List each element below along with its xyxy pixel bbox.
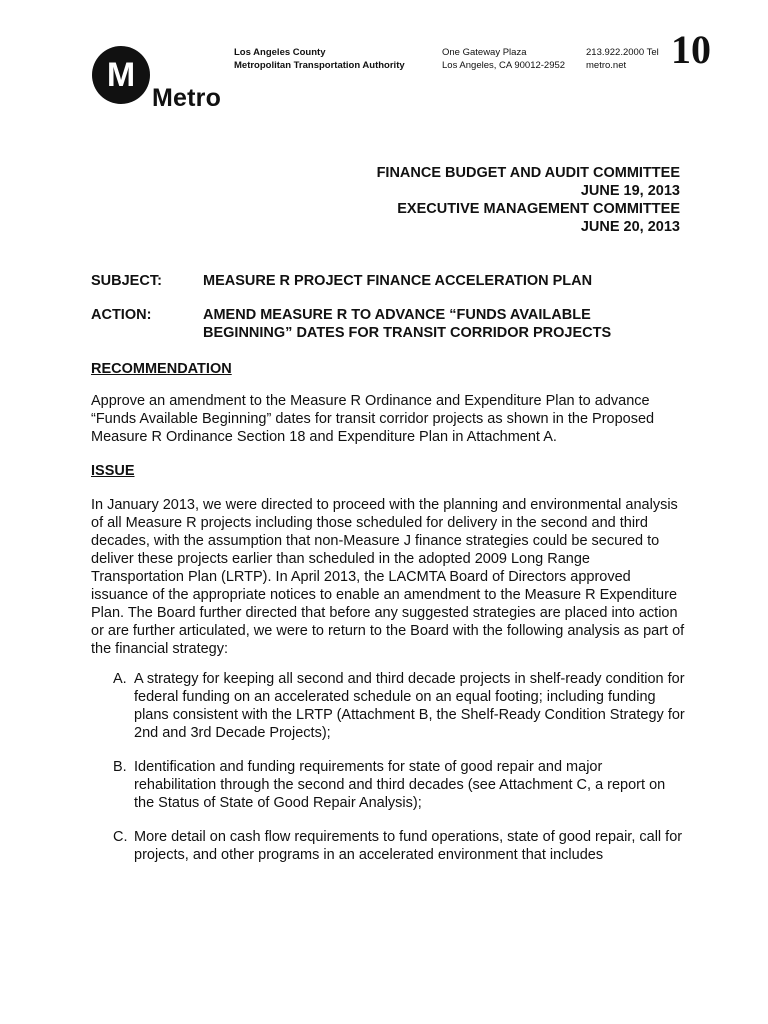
committee-line: EXECUTIVE MANAGEMENT COMMITTEE [397,201,680,217]
recommendation-paragraph: Approve an amendment to the Measure R Ordinance and Expenditure Plan to advance “Funds Available Beginning” dates for transit corridor projects as shown in the Proposed Measure R Ordinance Section 18 and Expenditure Plan in Attachment A. [91,393,655,445]
org-name-line1: Los Angeles County [234,47,326,58]
list-item-letter: A. [113,671,127,687]
website: metro.net [586,60,627,71]
committee-line: FINANCE BUDGET AND AUDIT COMMITTEE [376,165,680,181]
list-item-letter: C. [113,829,128,845]
subject-label: SUBJECT: [91,273,162,289]
organization-block [234,46,405,72]
action-text: AMEND MEASURE R TO ADVANCE “FUNDS AVAILABLE BEGINNING” DATES FOR TRANSIT CORRIDOR PROJECTS [203,307,612,341]
list-item: A strategy for keeping all second and third decade projects in shelf-ready condition for federal funding on an accelerated schedule on an equal footing; including funding plans consistent with the LRTP (Attachment B, the Shelf-Ready Condition Strategy for 2nd and 3rd Decade Projects); [134,671,685,741]
address-line2: Los Angeles, CA 90012-2952 [442,60,566,71]
address-line1: One Gateway Plaza [442,47,527,58]
committee-block [377,164,680,236]
issue-paragraph: In January 2013, we were directed to proceed with the planning and environmental analysis of all Measure R projects including those scheduled for delivery in the second and third decades, with the assumption that non-Measure J finance strategies could be secured to deliver these projects earlier than scheduled in the adopted 2009 Long Range Transportation Plan (LRTP). In April 2013, the LACMTA Board of Directors approved issuance of the appropriate notices to enable an amendment to the Measure R Expenditure Plan. The Board further directed that before any suggested strategies are placed into action or are further articulated, we were to return to the Board with the following analysis as part of the financial strategy: [91,497,685,657]
metro-logo-icon [92,46,150,104]
list-item: Identification and funding requirements for state of good repair and major rehabilitation through the second and third decades (see Attachment C, a report on the Status of State of Good Repair Analysis); [134,759,666,811]
address-block [442,46,565,72]
list-item-letter: B. [113,759,127,775]
subject-text: MEASURE R PROJECT FINANCE ACCELERATION PLAN [203,273,593,289]
logo-letter: M [106,56,136,94]
list-item: More detail on cash flow requirements to fund operations, state of good repair, call for projects, and other programs in an accelerated environment that includes [134,829,683,863]
logo-wordmark: Metro [152,84,222,112]
action-label: ACTION: [91,307,152,323]
contact-block [586,46,659,72]
committee-date: JUNE 20, 2013 [580,219,680,235]
org-name-line2: Metropolitan Transportation Authority [234,60,405,71]
recommendation-heading: RECOMMENDATION [91,361,232,377]
issue-heading: ISSUE [91,463,135,479]
committee-date: JUNE 19, 2013 [580,183,680,199]
phone-number: 213.922.2000 Tel [586,47,659,58]
agenda-item-number: 10 [671,27,711,72]
